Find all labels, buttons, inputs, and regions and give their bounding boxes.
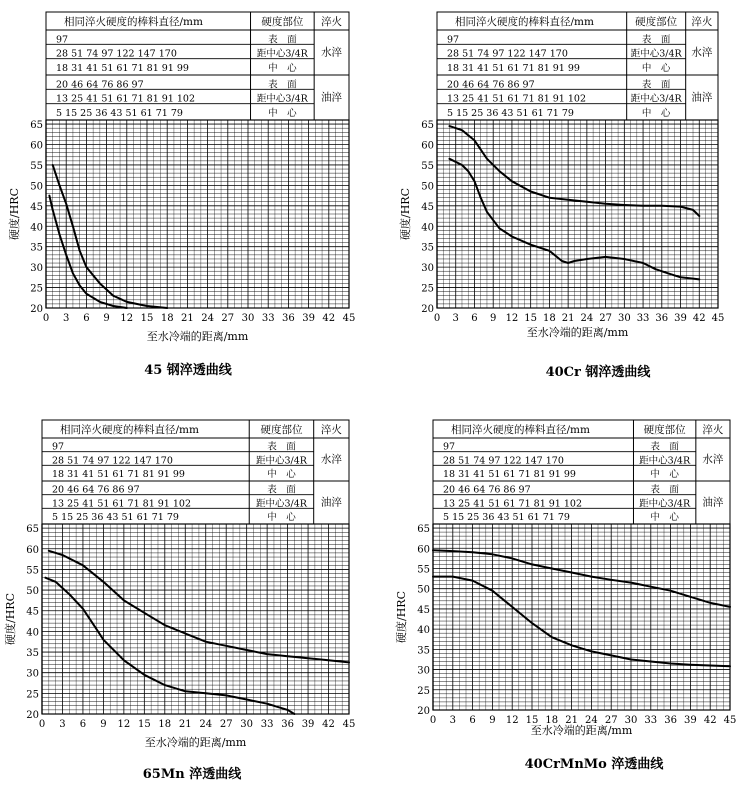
header-quench: 淬火 [320,424,342,436]
x-tick-label: 3 [63,313,70,324]
table-position: 距中心3/4R [256,48,308,60]
x-tick-label: 6 [83,313,90,324]
table-position: 表 面 [267,441,296,453]
y-tick-label: 45 [30,201,43,213]
y-tick-label: 65 [30,120,43,132]
x-tick-label: 24 [580,313,594,324]
x-tick-label: 18 [158,719,172,730]
x-tick-label: 33 [644,715,658,726]
header-quench: 淬火 [702,424,724,436]
header-position: 硬度部位 [261,16,304,28]
table-diameters: 28 51 74 97 122 147 170 [447,48,568,60]
table-diameters: 20 46 64 76 86 97 [443,484,531,496]
x-tick-label: 42 [692,313,706,324]
hardness-table [46,12,349,120]
table-position: 中 心 [268,108,297,119]
quench-water: 水淬 [702,453,724,466]
x-tick-label: 0 [433,313,441,324]
x-tick-label: 21 [565,715,578,726]
y-tick-label: 40 [26,627,39,639]
x-tick-label: 0 [38,719,46,730]
y-tick-label: 55 [26,565,39,577]
table-diameters: 97 [56,34,69,46]
chart-title: 65Mn 淬透曲线 [142,767,242,782]
y-axis-label: 硬度/HRC [399,188,412,240]
y-axis-label: 硬度/HRC [395,591,408,643]
table-diameters: 13 25 41 51 61 71 81 91 102 [443,498,582,510]
table-position: 距中心3/4R [639,455,691,467]
table-diameters: 5 15 25 36 43 51 61 71 79 [52,512,179,523]
x-tick-label: 9 [489,715,496,726]
x-tick-label: 36 [655,313,669,324]
quench-oil: 油淬 [321,91,343,104]
x-tick-label: 33 [636,313,650,324]
table-position: 距中心3/4R [255,455,307,467]
table-diameters: 5 15 25 36 43 51 61 71 79 [443,512,570,523]
header-diameter: 相同淬火硬度的棒料直径/mm [64,16,203,28]
chart-panel-4 [394,420,736,772]
table-position: 距中心3/4R [639,498,691,510]
x-tick-label: 30 [241,313,255,324]
table-position: 中 心 [267,469,296,480]
x-tick-label: 18 [160,313,174,324]
chart-title: 40CrMnMo 淬透曲线 [524,757,664,772]
chart-title: 45 钢淬透曲线 [144,363,232,378]
hardness-table [437,12,718,120]
table-position: 表 面 [641,34,671,46]
table-diameters: 18 31 41 51 61 71 81 91 99 [447,63,580,74]
x-tick-label: 15 [140,313,154,324]
chart-panel-3 [3,420,355,782]
header-position: 硬度部位 [635,16,678,28]
table-diameters: 28 51 74 97 122 147 170 [443,455,564,467]
x-tick-label: 36 [281,719,294,730]
x-tick-label: 18 [543,313,556,324]
y-tick-label: 60 [417,544,430,556]
header-diameter: 相同淬火硬度的棒料直径/mm [455,16,594,28]
x-tick-label: 9 [100,719,107,730]
header-position: 硬度部位 [260,424,303,436]
y-tick-label: 30 [26,668,39,680]
y-tick-label: 50 [26,586,39,598]
table-position: 中 心 [641,108,671,119]
y-tick-label: 45 [417,604,430,616]
x-tick-label: 27 [221,313,235,324]
x-axis-label: 至水冷端的距离/mm [530,724,633,737]
x-tick-label: 45 [342,313,356,324]
y-tick-label: 50 [30,181,43,193]
y-tick-label: 50 [421,181,434,193]
table-diameters: 18 31 41 51 61 71 81 91 99 [56,63,189,74]
table-diameters: 28 51 74 97 122 147 170 [56,48,177,60]
x-tick-label: 36 [282,313,295,324]
table-diameters: 97 [52,441,65,453]
x-tick-label: 15 [525,715,539,726]
y-tick-label: 20 [417,706,430,717]
table-position: 中 心 [650,469,679,480]
x-tick-label: 24 [199,719,213,730]
x-tick-label: 12 [505,715,519,726]
quench-water: 水淬 [321,46,343,59]
x-tick-label: 15 [524,313,538,324]
x-tick-label: 27 [604,715,618,726]
grid [42,524,349,714]
grid [46,120,349,308]
x-tick-label: 45 [723,715,737,726]
x-tick-label: 42 [322,313,336,324]
y-tick-label: 60 [26,544,39,556]
quench-water: 水淬 [691,46,713,59]
table-diameters: 13 25 41 51 61 71 81 91 102 [447,93,586,105]
table-diameters: 97 [447,34,460,46]
table-position: 表 面 [268,79,297,91]
y-tick-label: 20 [30,304,43,315]
table-position: 中 心 [641,63,671,74]
x-tick-label: 42 [703,715,717,726]
x-tick-label: 39 [302,313,315,324]
hardness-curve-2 [433,577,730,667]
x-tick-label: 45 [711,313,725,324]
x-tick-label: 45 [342,719,356,730]
header-quench: 淬火 [691,16,713,28]
table-position: 表 面 [650,441,679,453]
y-axis-label: 硬度/HRC [8,188,21,240]
x-tick-label: 24 [585,715,598,726]
y-tick-label: 40 [417,625,430,637]
x-tick-label: 21 [181,313,194,324]
header-position: 硬度部位 [643,424,686,436]
table-diameters: 13 25 41 51 61 71 81 91 102 [56,93,195,105]
y-tick-label: 40 [30,222,43,234]
table-diameters: 13 25 41 51 61 71 81 91 102 [52,498,191,510]
x-tick-label: 39 [684,715,697,726]
hardness-curve-1 [53,165,168,308]
y-tick-label: 35 [26,648,39,660]
chart-panel-1 [7,12,355,378]
x-tick-label: 12 [117,719,131,730]
table-diameters: 5 15 25 36 43 51 61 71 79 [447,108,574,119]
x-tick-label: 18 [545,715,559,726]
y-tick-label: 30 [421,263,434,275]
hardness-curve-2 [49,196,126,308]
y-tick-label: 25 [417,685,430,697]
y-tick-label: 45 [421,201,434,213]
x-tick-label: 0 [429,715,437,726]
y-tick-label: 65 [421,120,434,132]
y-tick-label: 60 [421,140,434,152]
table-diameters: 18 31 41 51 61 71 81 91 99 [443,469,576,480]
x-tick-label: 33 [260,719,274,730]
x-tick-label: 39 [301,719,315,730]
header-quench: 淬火 [321,16,343,28]
table-position: 距中心3/4R [255,498,307,510]
x-tick-label: 15 [137,719,151,730]
y-tick-label: 65 [417,524,430,536]
table-position: 中 心 [650,512,679,523]
y-tick-label: 55 [417,564,430,576]
hardness-table [433,420,730,524]
x-tick-label: 3 [59,719,66,730]
x-tick-label: 30 [624,715,638,726]
x-tick-label: 3 [452,313,459,324]
x-tick-label: 30 [240,719,254,730]
y-tick-label: 20 [26,710,39,721]
x-axis-label: 至水冷端的距离/mm [526,326,629,339]
x-tick-label: 30 [617,313,631,324]
y-tick-label: 60 [30,140,43,152]
quench-oil: 油淬 [320,496,342,509]
x-tick-label: 21 [561,313,575,324]
table-diameters: 20 46 64 76 86 97 [56,79,144,91]
y-tick-label: 25 [421,283,434,295]
quench-oil: 油淬 [691,91,713,104]
table-diameters: 97 [443,441,456,453]
x-tick-label: 0 [42,313,50,324]
y-tick-label: 30 [417,665,430,677]
x-tick-label: 12 [120,313,134,324]
y-tick-label: 45 [26,606,39,618]
y-tick-label: 40 [421,222,434,234]
y-tick-label: 55 [421,160,434,172]
table-position: 表 面 [641,79,671,91]
x-tick-label: 33 [261,313,275,324]
table-position: 中 心 [267,512,296,523]
x-tick-label: 6 [79,719,87,730]
quench-oil: 油淬 [702,496,724,509]
y-tick-label: 35 [421,242,434,254]
y-tick-label: 30 [30,263,43,275]
y-tick-label: 35 [417,645,430,657]
chart-panel-2 [398,12,724,380]
chart-title: 40Cr 钢淬透曲线 [545,365,651,380]
y-tick-label: 65 [26,524,39,536]
y-tick-label: 25 [30,283,43,295]
x-tick-label: 42 [322,719,335,730]
table-position: 中 心 [268,63,297,74]
x-tick-label: 9 [490,313,497,324]
table-diameters: 5 15 25 36 43 51 61 71 79 [56,108,183,119]
table-position: 距中心3/4R [630,48,682,60]
x-tick-label: 6 [471,313,478,324]
x-tick-label: 9 [103,313,110,324]
x-tick-label: 27 [219,719,233,730]
table-diameters: 28 51 74 97 122 147 170 [52,455,173,467]
x-axis-label: 至水冷端的距离/mm [144,736,247,749]
y-tick-label: 25 [26,689,39,701]
y-tick-label: 50 [417,584,430,596]
table-position: 距中心3/4R [256,93,308,105]
table-position: 表 面 [267,484,296,496]
hardness-curve-1 [433,550,730,607]
x-tick-label: 24 [201,313,214,324]
table-diameters: 18 31 41 51 61 71 81 91 99 [52,469,185,480]
x-tick-label: 6 [469,715,476,726]
table-position: 距中心3/4R [630,93,682,105]
header-diameter: 相同淬火硬度的棒料直径/mm [60,424,199,436]
y-tick-label: 35 [30,242,43,254]
table-diameters: 20 46 64 76 86 97 [52,484,140,496]
y-tick-label: 55 [30,160,43,172]
x-tick-label: 39 [674,313,687,324]
header-diameter: 相同淬火硬度的棒料直径/mm [451,424,590,436]
table-position: 表 面 [268,34,297,46]
x-axis-label: 至水冷端的距离/mm [146,330,249,343]
x-tick-label: 12 [505,313,519,324]
x-tick-label: 27 [599,313,612,324]
hardness-table [42,420,349,524]
table-position: 表 面 [650,484,679,496]
quench-water: 水淬 [320,453,342,466]
y-tick-label: 20 [421,304,434,315]
x-tick-label: 36 [664,715,677,726]
x-tick-label: 21 [178,719,192,730]
table-diameters: 20 46 64 76 86 97 [447,79,535,91]
y-axis-label: 硬度/HRC [4,593,17,645]
x-tick-label: 3 [449,715,456,726]
